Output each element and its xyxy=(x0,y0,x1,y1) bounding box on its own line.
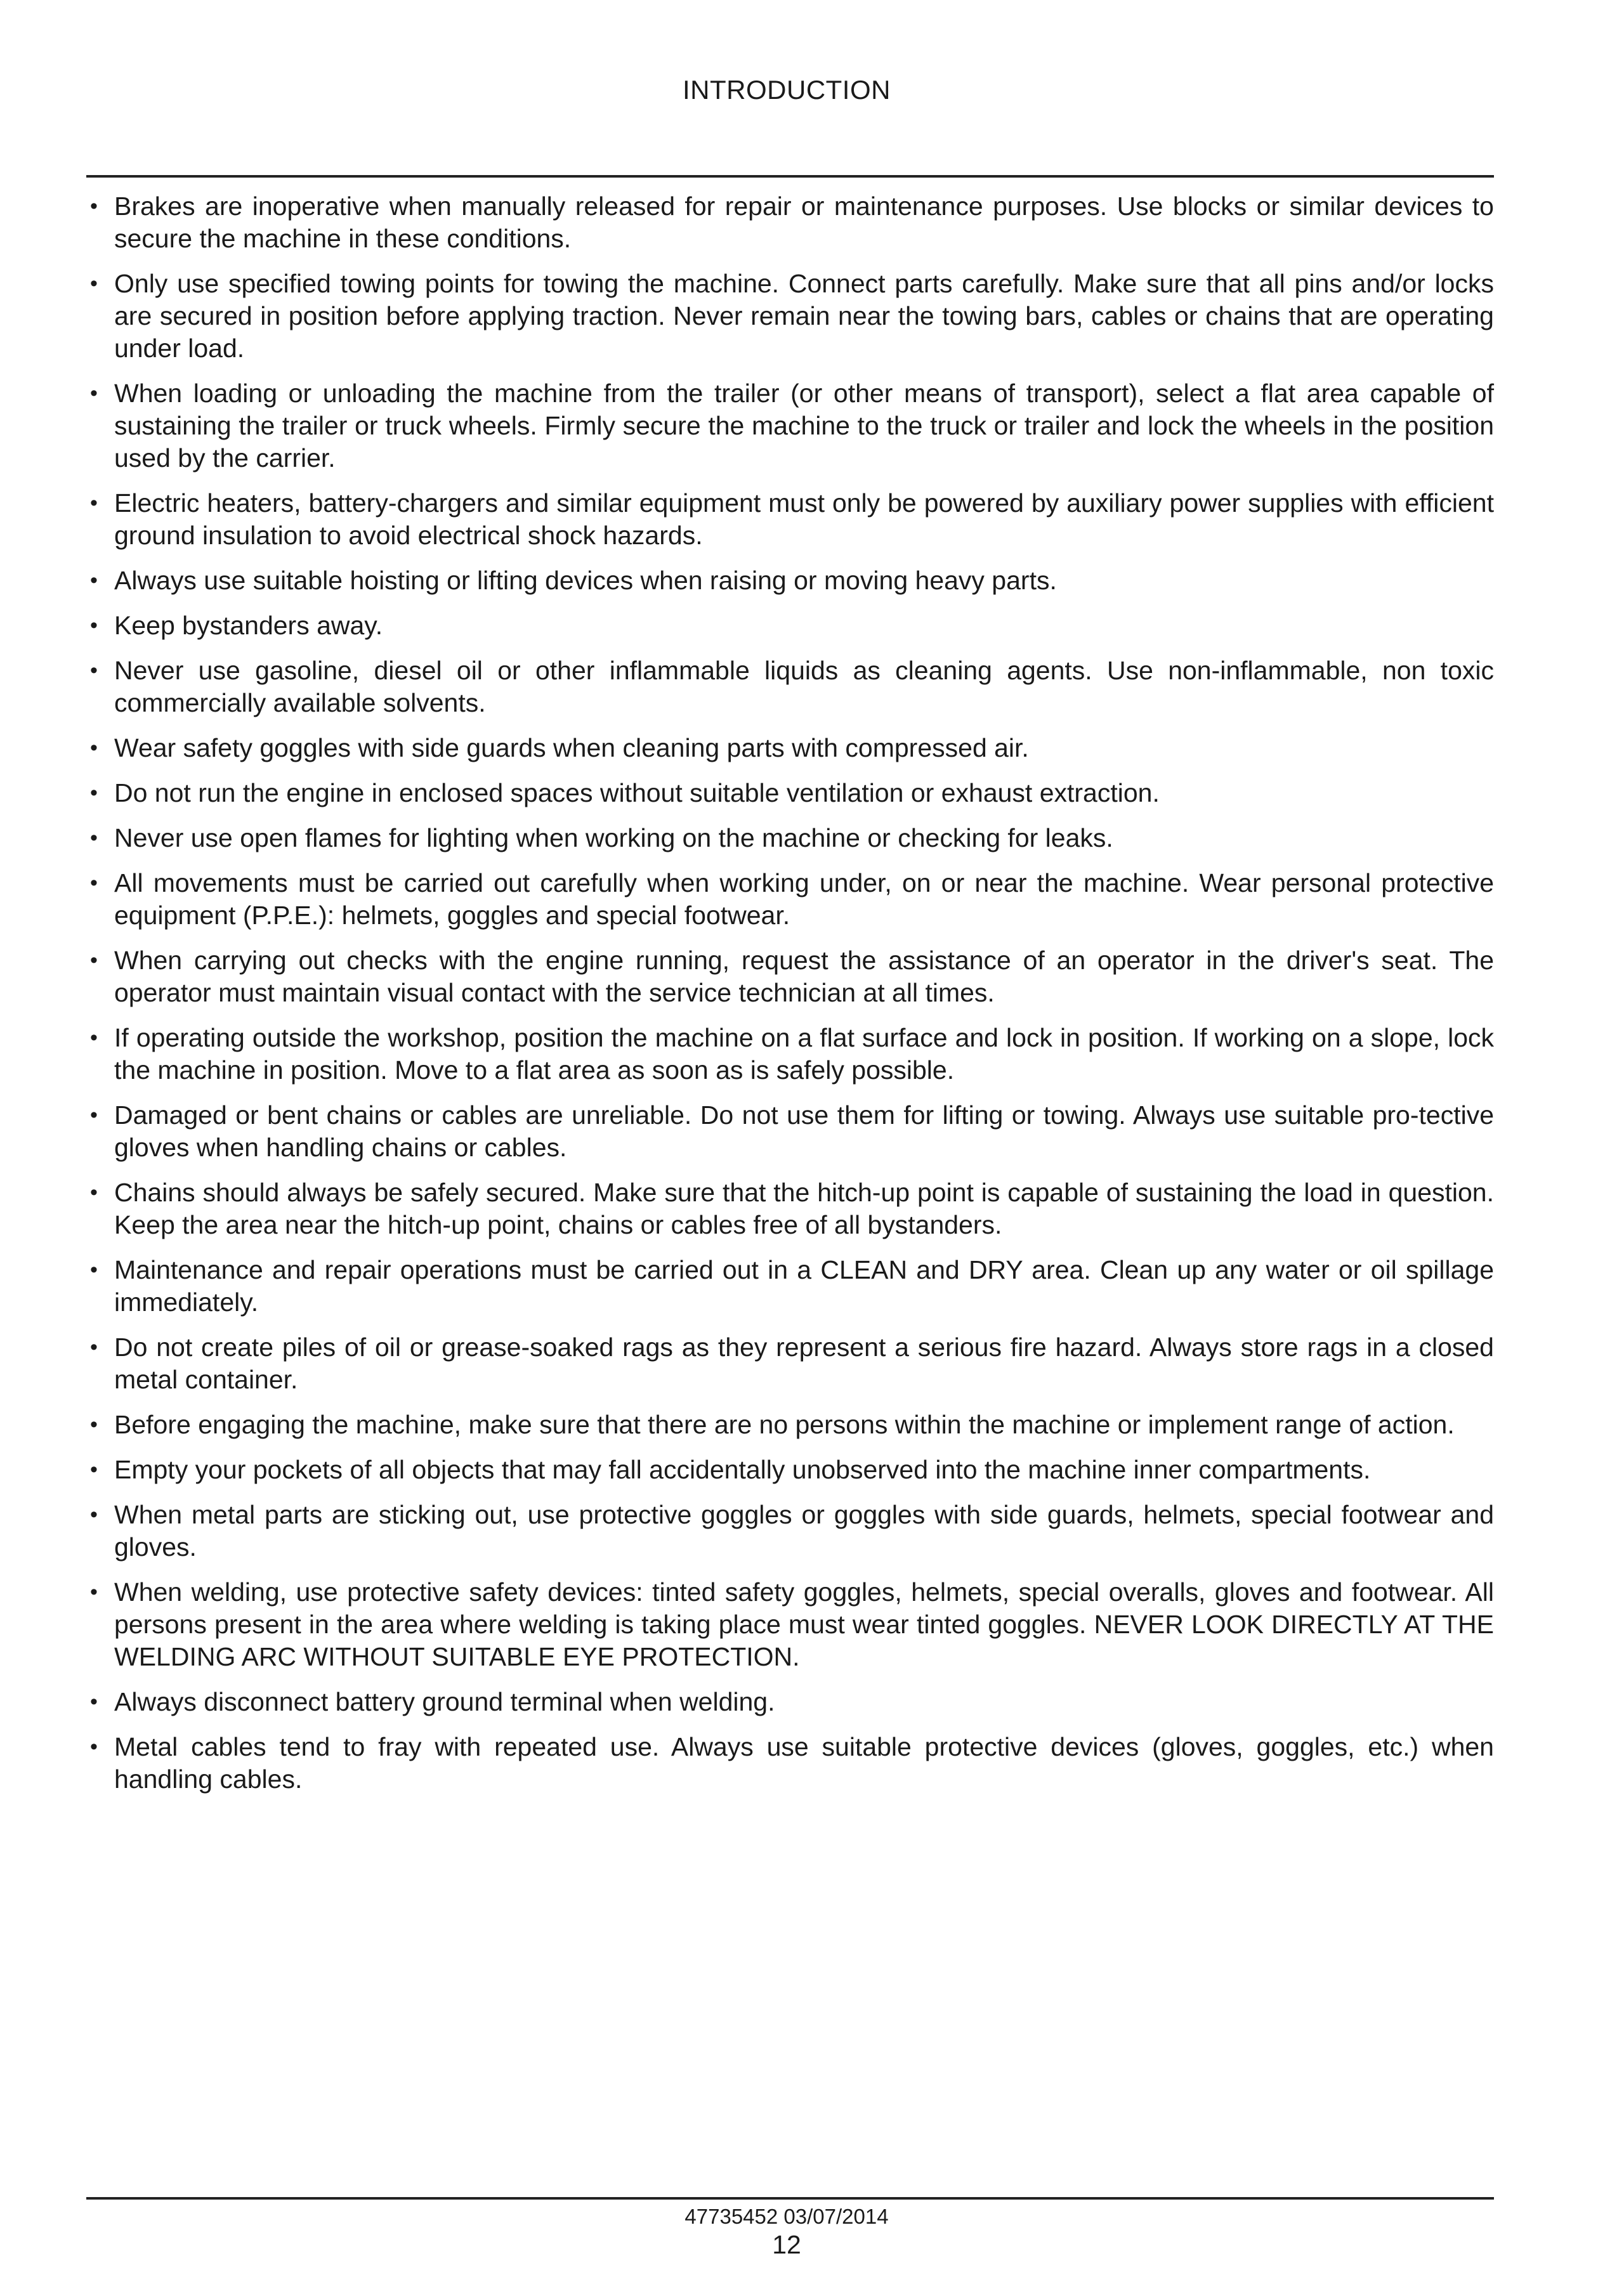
list-item xyxy=(86,1576,1494,1673)
list-item xyxy=(86,944,1494,1009)
bullet-icon: • xyxy=(90,736,98,760)
list-item xyxy=(86,190,1494,255)
list-item-text: All movements must be carried out carefully when working under, on or near the machine. Wear personal protective equipment (P.P.E.): helmets, goggles and special footwear. xyxy=(114,868,1494,930)
bullet-icon: • xyxy=(90,1580,98,1604)
list-item xyxy=(86,822,1494,854)
list-item xyxy=(86,1409,1494,1441)
list-item-text: When loading or unloading the machine from the trailer (or other means of transport), select a flat area capable of sustaining the trailer or truck wheels. Firmly secure the machine to the truck or trailer and lock the wheels in the position used by the carrier. xyxy=(114,379,1494,473)
list-item xyxy=(86,1331,1494,1396)
bullet-icon: • xyxy=(90,1690,98,1714)
list-item xyxy=(86,377,1494,474)
page-header-title: INTRODUCTION xyxy=(683,75,891,105)
list-item xyxy=(86,732,1494,764)
bullet-icon: • xyxy=(90,1503,98,1527)
list-item-text: Damaged or bent chains or cables are unreliable. Do not use them for lifting or towing. Always use suitable pro-tective gloves when handling chains or cables. xyxy=(114,1100,1494,1162)
list-item-text: Electric heaters, battery-chargers and similar equipment must only be powered by auxiliary power supplies with efficient ground insulation to avoid electrical shock hazards. xyxy=(114,488,1494,550)
bullet-icon: • xyxy=(90,948,98,972)
list-item-text: Never use open flames for lighting when working on the machine or checking for leaks. xyxy=(114,823,1113,852)
bullet-icon: • xyxy=(90,658,98,682)
list-item xyxy=(86,1254,1494,1319)
list-item xyxy=(86,1499,1494,1563)
document-code-date: 47735452 03/07/2014 xyxy=(684,2205,889,2228)
list-item-text: Keep bystanders away. xyxy=(114,611,383,640)
list-item xyxy=(86,1177,1494,1241)
list-item-text: When metal parts are sticking out, use protective goggles or goggles with side guards, helmets, special footwear and gloves. xyxy=(114,1500,1494,1562)
list-item-text: When welding, use protective safety devices: tinted safety goggles, helmets, special overalls, gloves and footwear. All persons present in the area where welding is taking place must wear tinted goggles. NEVER LOOK DIRECTLY AT THE WELDING ARC WITHOUT SUITABLE EYE PROTECTION. xyxy=(114,1577,1494,1671)
list-item xyxy=(86,1731,1494,1796)
bullet-icon: • xyxy=(90,1735,98,1759)
bullet-icon: • xyxy=(90,781,98,805)
list-item-text: Maintenance and repair operations must be carried out in a CLEAN and DRY area. Clean up any water or oil spillage immediately. xyxy=(114,1255,1494,1317)
list-item-text: Brakes are inoperative when manually released for repair or maintenance purposes. Use blocks or similar devices to secure the machine in these conditions. xyxy=(114,192,1494,253)
list-item-text: Always use suitable hoisting or lifting devices when raising or moving heavy parts. xyxy=(114,566,1057,595)
safety-bullet-list xyxy=(86,190,1494,1808)
list-item xyxy=(86,268,1494,365)
list-item-text: Chains should always be safely secured. Make sure that the hitch-up point is capable of sustaining the load in question. Keep the area near the hitch-up point, chains or cables free of all bystanders. xyxy=(114,1178,1494,1239)
list-item xyxy=(86,867,1494,932)
page-number: 12 xyxy=(772,2230,801,2259)
bullet-icon: • xyxy=(90,1103,98,1127)
bullet-icon: • xyxy=(90,871,98,895)
footer-divider xyxy=(86,2197,1494,2200)
bullet-icon: • xyxy=(90,1026,98,1050)
list-item xyxy=(86,655,1494,719)
list-item xyxy=(86,564,1494,597)
list-item xyxy=(86,487,1494,552)
bullet-icon: • xyxy=(90,826,98,850)
bullet-icon: • xyxy=(90,568,98,592)
list-item-text: If operating outside the workshop, position the machine on a flat surface and lock in position. If working on a slope, lock the machine in position. Move to a flat area as soon as is safely possible. xyxy=(114,1023,1494,1085)
list-item xyxy=(86,1686,1494,1718)
list-item-text: Do not run the engine in enclosed spaces without suitable ventilation or exhaust extraction. xyxy=(114,778,1160,807)
list-item-text: When carrying out checks with the engine running, request the assistance of an operator in the driver's seat. The operator must maintain visual contact with the service technician at all times. xyxy=(114,946,1494,1007)
list-item xyxy=(86,1022,1494,1086)
bullet-icon: • xyxy=(90,271,98,296)
bullet-icon: • xyxy=(90,381,98,405)
bullet-icon: • xyxy=(90,1335,98,1359)
bullet-icon: • xyxy=(90,613,98,637)
bullet-icon: • xyxy=(90,194,98,218)
list-item-text: Wear safety goggles with side guards when cleaning parts with compressed air. xyxy=(114,733,1029,762)
bullet-icon: • xyxy=(90,491,98,515)
bullet-icon: • xyxy=(90,1458,98,1482)
list-item xyxy=(86,777,1494,809)
bullet-icon: • xyxy=(90,1412,98,1437)
list-item-text: Empty your pockets of all objects that may fall accidentally unobserved into the machine inner compartments. xyxy=(114,1455,1371,1484)
list-item-text: Always disconnect battery ground terminal when welding. xyxy=(114,1687,775,1716)
bullet-icon: • xyxy=(90,1258,98,1282)
header-divider xyxy=(86,175,1494,178)
list-item xyxy=(86,1099,1494,1164)
bullet-icon: • xyxy=(90,1180,98,1204)
list-item-text: Only use specified towing points for towing the machine. Connect parts carefully. Make sure that all pins and/or locks are secured in position before applying traction. Never remain near the towing bars, cables or chains that are operating under load. xyxy=(114,269,1494,363)
list-item-text: Never use gasoline, diesel oil or other inflammable liquids as cleaning agents. Use non-inflammable, non toxic commercially available solvents. xyxy=(114,656,1494,717)
list-item-text: Do not create piles of oil or grease-soaked rags as they represent a serious fire hazard. Always store rags in a closed metal container. xyxy=(114,1333,1494,1394)
list-item xyxy=(86,610,1494,642)
list-item xyxy=(86,1454,1494,1486)
list-item-text: Metal cables tend to fray with repeated use. Always use suitable protective devices (gloves, goggles, etc.) when handling cables. xyxy=(114,1732,1494,1794)
list-item-text: Before engaging the machine, make sure that there are no persons within the machine or implement range of action. xyxy=(114,1410,1455,1439)
